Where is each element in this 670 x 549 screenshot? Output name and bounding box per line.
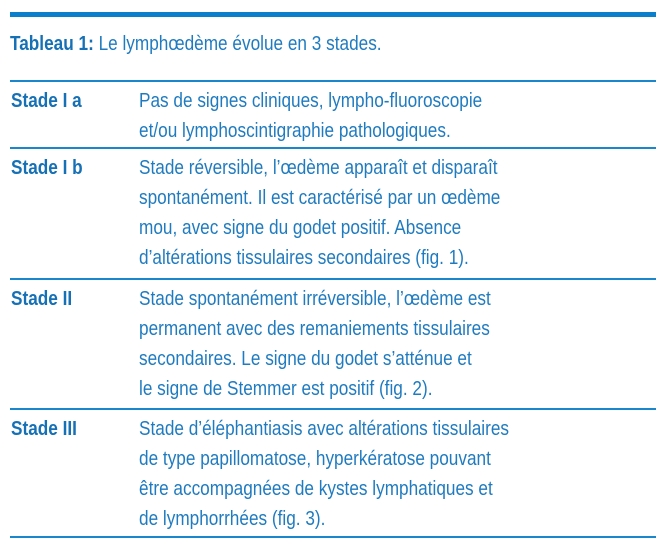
row-divider bbox=[10, 408, 656, 410]
stage-description bbox=[139, 414, 655, 534]
description-line: secondaires. Le signe du godet s’atténue et bbox=[139, 348, 472, 370]
stage-label: Stade I b bbox=[11, 157, 83, 179]
stage-label: Stade III bbox=[11, 418, 77, 440]
table-row-stade-2 bbox=[10, 284, 656, 404]
description-line: de lymphorrhées (fig. 3). bbox=[139, 508, 326, 530]
description-line: Stade spontanément irréversible, l’œdème est bbox=[139, 288, 491, 310]
stage-label: Stade I a bbox=[11, 90, 82, 112]
stage-description bbox=[139, 86, 655, 146]
description-line: spontanément. Il est caractérisé par un œdème bbox=[139, 187, 501, 209]
description-line: Stade d’éléphantiasis avec altérations tissulaires bbox=[139, 418, 510, 440]
stage-label: Stade II bbox=[11, 288, 73, 310]
description-line: permanent avec des remaniements tissulaires bbox=[139, 318, 490, 340]
caption-text: Le lymphœdème évolue en 3 stades. bbox=[93, 33, 382, 55]
description-line: Stade réversible, l’œdème apparaît et disparaît bbox=[139, 157, 498, 179]
caption-label: Tableau 1: bbox=[10, 33, 94, 55]
header-divider bbox=[10, 80, 656, 82]
description-line: être accompagnées de kystes lymphatiques et bbox=[139, 478, 493, 500]
description-line: Pas de signes cliniques, lympho-fluoroscopie bbox=[139, 90, 483, 112]
table-caption bbox=[10, 31, 612, 57]
description-line: de type papillomatose, hyperkératose pouvant bbox=[139, 448, 491, 470]
stage-description bbox=[139, 153, 655, 273]
table-row-stade-1a bbox=[10, 86, 656, 146]
description-line: le signe de Stemmer est positif (fig. 2). bbox=[139, 378, 433, 400]
table-row-stade-1b bbox=[10, 153, 656, 273]
row-divider bbox=[10, 278, 656, 280]
description-line: d’altérations tissulaires secondaires (fig. 1). bbox=[139, 247, 469, 269]
row-divider bbox=[10, 147, 656, 149]
stage-description bbox=[139, 284, 655, 404]
table-bottom-rule bbox=[10, 536, 656, 538]
description-line: mou, avec signe du godet positif. Absence bbox=[139, 217, 462, 239]
table-row-stade-3 bbox=[10, 414, 656, 534]
top-accent-bar bbox=[10, 12, 656, 17]
description-line: et/ou lymphoscintigraphie pathologiques. bbox=[139, 120, 451, 142]
